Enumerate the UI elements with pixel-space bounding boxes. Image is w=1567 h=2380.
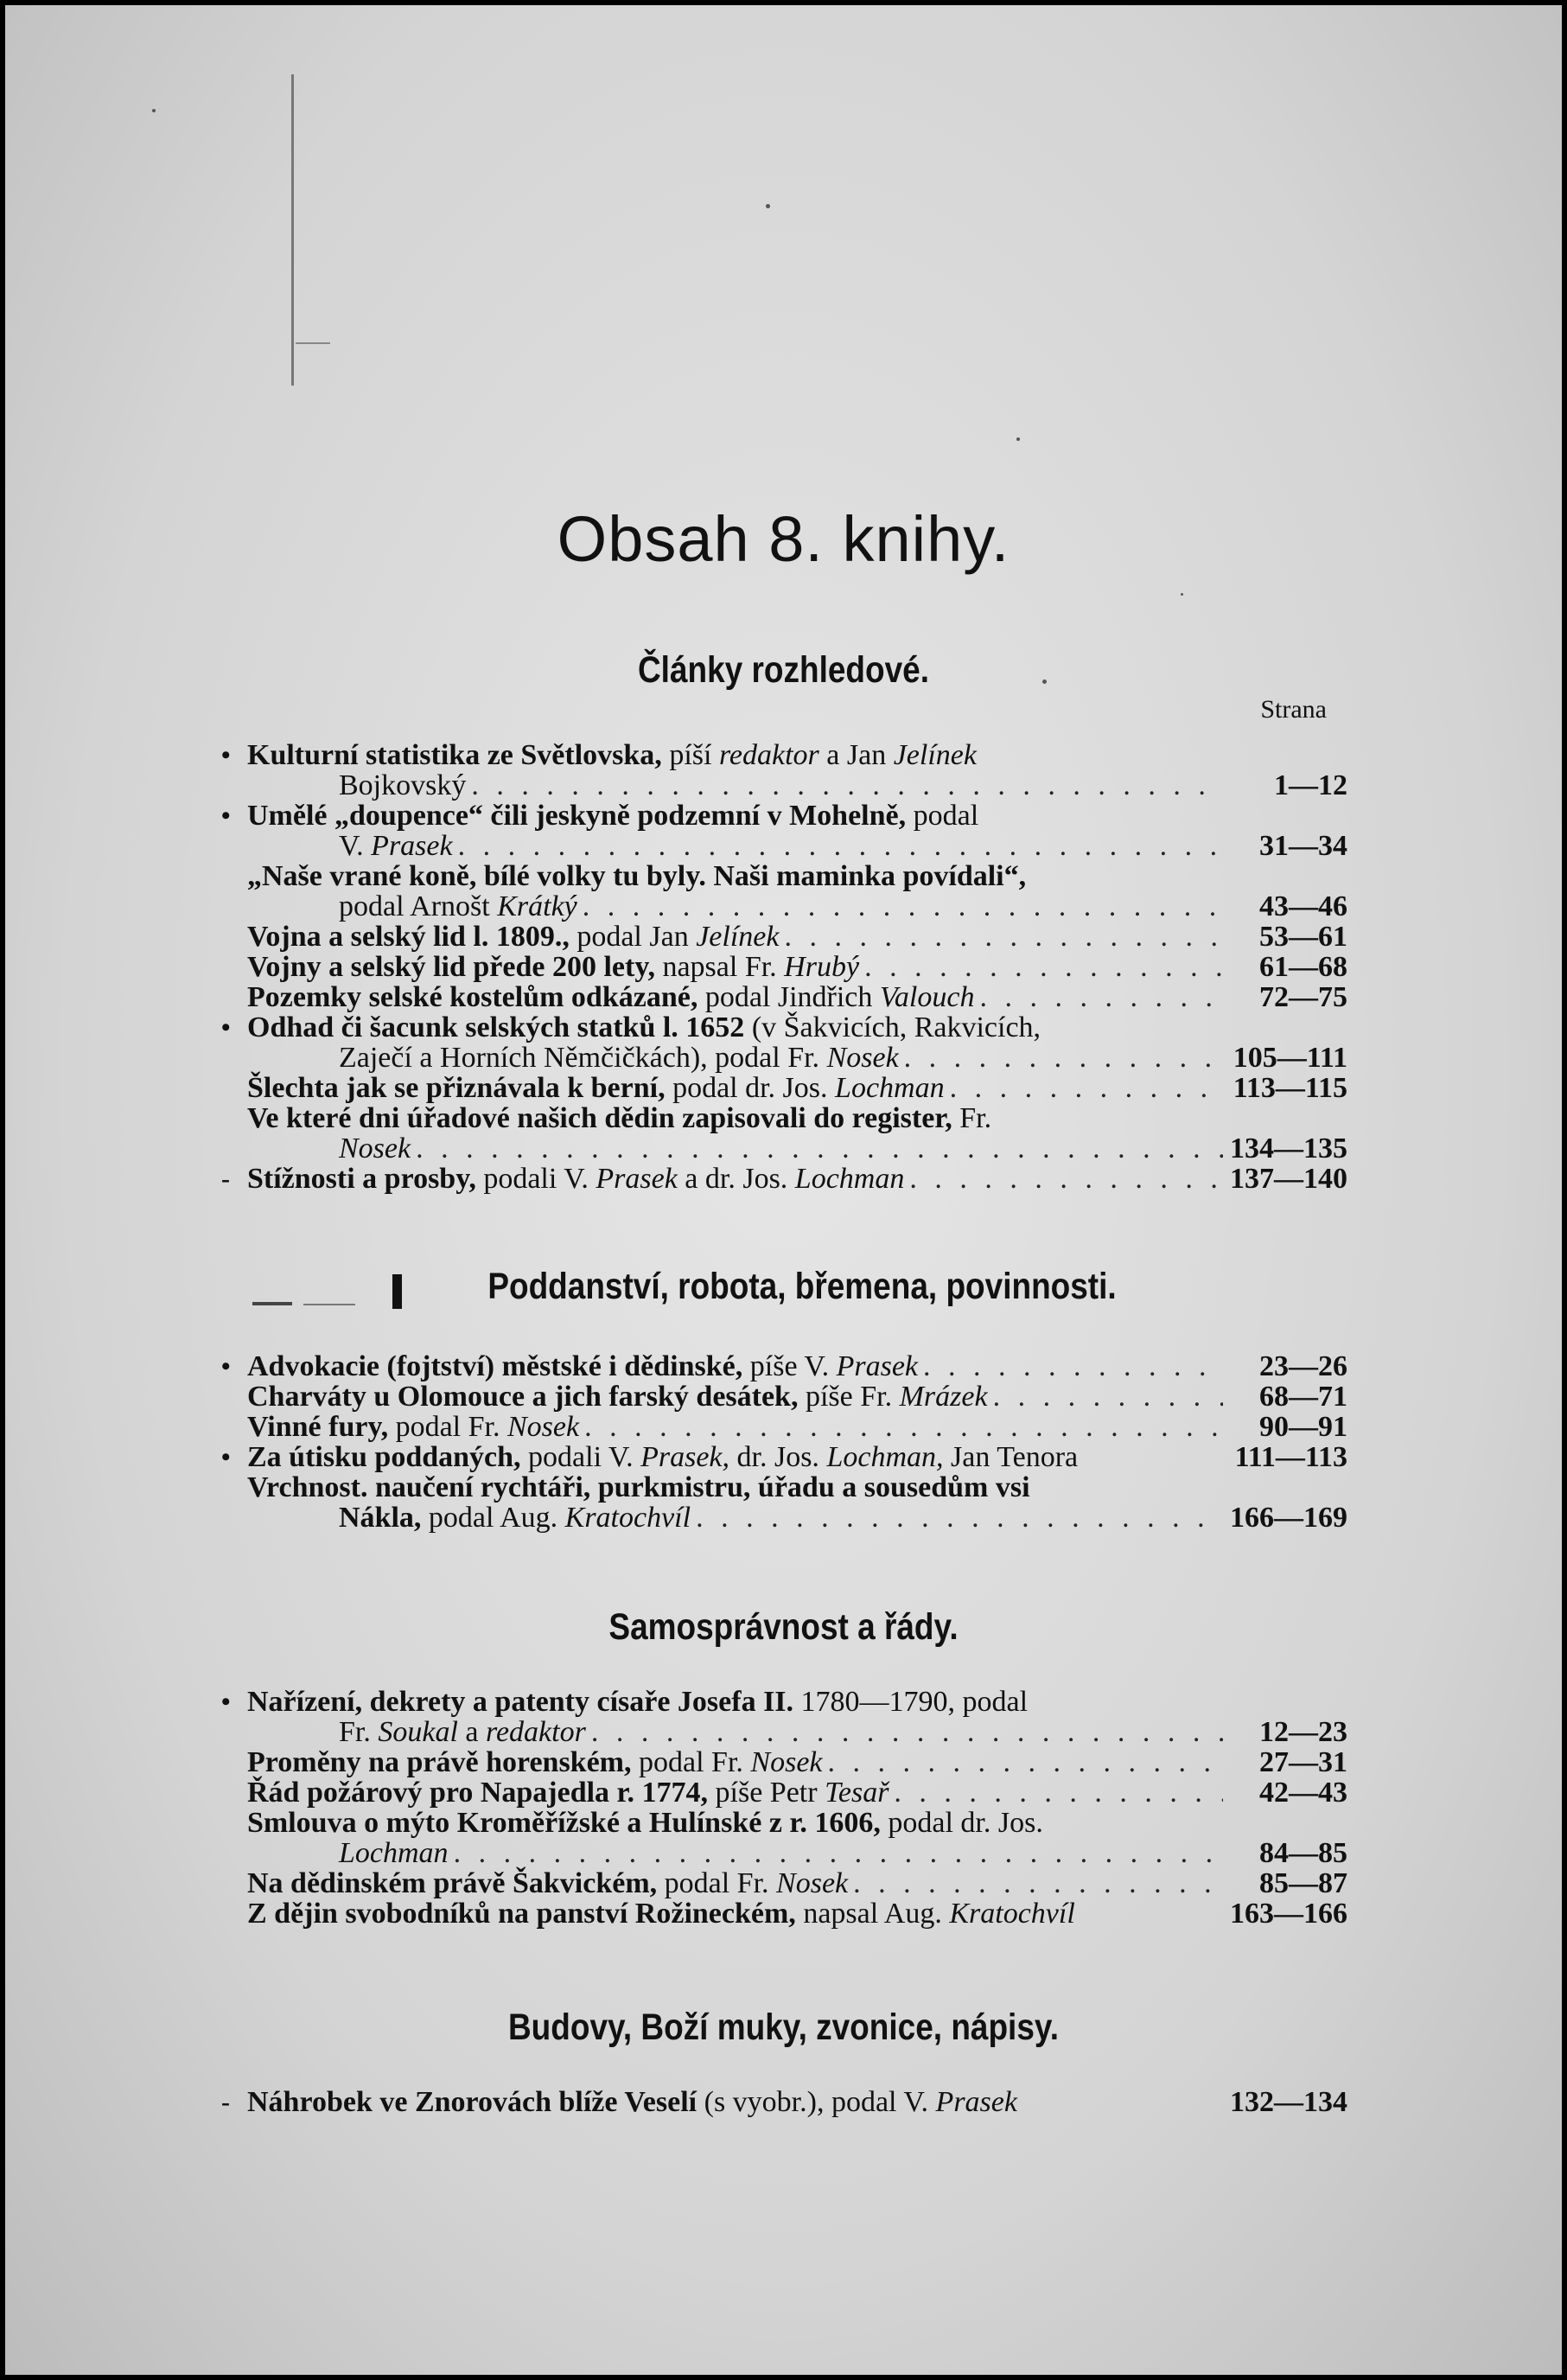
leader-dots bbox=[784, 922, 1223, 952]
leader-dots bbox=[454, 1838, 1223, 1868]
paper-speck bbox=[1016, 437, 1020, 441]
scanned-page bbox=[5, 5, 1562, 2375]
page-range: 163—166 bbox=[1230, 1898, 1347, 1930]
page-range: 111—113 bbox=[1234, 1441, 1347, 1473]
section-heading-clanky: Články rozhledové. bbox=[637, 649, 930, 691]
strana-label: Strana bbox=[1260, 695, 1327, 724]
leader-dots bbox=[979, 982, 1223, 1012]
toc-entry: Pozemky selské kostelům odkázané, podal Jindřich Valouch . . . 72—75 bbox=[247, 982, 1347, 1012]
page-range: 84—85 bbox=[1259, 1837, 1347, 1869]
margin-dot: - bbox=[221, 1164, 230, 1193]
margin-dot: • bbox=[221, 1013, 231, 1042]
margin-dot: • bbox=[221, 801, 231, 830]
leader-dots bbox=[864, 952, 1223, 982]
leader-dots bbox=[950, 1073, 1223, 1103]
toc-entry: - Stížnosti a prosby, podali V. Prasek a dr. Jos. Lochman . . . 137—140 bbox=[247, 1164, 1347, 1194]
margin-pencil-tick bbox=[296, 342, 330, 344]
toc-entry: • Za útisku poddaných, podali V. Prasek, dr. Jos. Lochman, Jan Tenora 111—113 bbox=[221, 1441, 1347, 1473]
margin-dot: • bbox=[221, 1443, 231, 1471]
toc-entry: Šlechta jak se přiznávala k berní, podal dr. Jos. Lochman . . . 113—115 bbox=[247, 1073, 1347, 1103]
toc-entry: Řád požárový pro Napajedla r. 1774, píše Petr Tesař . . . 42—43 bbox=[247, 1777, 1347, 1808]
page-range: 134—135 bbox=[1230, 1133, 1347, 1164]
toc-entry: • Kulturní statistika ze Světlovska, píší redaktor a Jan Jelínek Bojkovský . . . 1—12 bbox=[247, 740, 1347, 801]
section-list-samospravnost bbox=[221, 1686, 1347, 1930]
toc-entry: • Advokacie (fojtství) městské i dědinské, píše V. Prasek . . . 23—26 bbox=[247, 1351, 1347, 1381]
leader-dots bbox=[458, 831, 1223, 861]
leader-dots bbox=[416, 1133, 1223, 1164]
section-heading-poddanstvi: Poddanství, robota, břemena, povinnosti. bbox=[487, 1266, 1117, 1307]
toc-entry: Ve které dni úřadové našich dědin zapisovali do register, Fr. Nosek . . . 134—135 bbox=[247, 1103, 1347, 1164]
leader-dots bbox=[591, 1717, 1223, 1747]
margin-dot: • bbox=[221, 741, 231, 769]
margin-dot: - bbox=[221, 2088, 230, 2116]
toc-entry: • Umělé „doupence“ čili jeskyně podzemní v Mohelně, podal V. Prasek . . . 31—34 bbox=[247, 801, 1347, 861]
margin-pencil-line bbox=[291, 74, 294, 386]
page-range: 113—115 bbox=[1233, 1072, 1347, 1104]
toc-entry: Vrchnost. naučení rychtáři, purkmistru, úřadu a sousedům vsi Nákla, podal Aug. Kratochvíl . . . 166—169 bbox=[247, 1472, 1347, 1533]
paper-speck bbox=[152, 109, 156, 112]
leader-dots bbox=[894, 1777, 1223, 1808]
toc-entry: • Nařízení, dekrety a patenty císaře Josefa II. 1780—1790, podal Fr. Soukal a redaktor . . . 12—23 bbox=[247, 1687, 1347, 1747]
toc-entry: Vojna a selský lid l. 1809., podal Jan Jelínek . . . 53—61 bbox=[247, 922, 1347, 952]
leader-dots bbox=[696, 1503, 1223, 1533]
page-range: 137—140 bbox=[1230, 1163, 1347, 1195]
leader-dots bbox=[853, 1868, 1223, 1898]
page-range: 12—23 bbox=[1259, 1716, 1347, 1748]
leader-dots bbox=[904, 1043, 1223, 1073]
page-range: 61—68 bbox=[1259, 951, 1347, 983]
toc-entry: Z dějin svobodníků na panství Rožineckém, napsal Aug. Kratochvíl 163—166 bbox=[247, 1898, 1347, 1930]
leader-dots bbox=[583, 891, 1223, 922]
page-range: 85—87 bbox=[1259, 1867, 1347, 1899]
page-range: 31—34 bbox=[1259, 830, 1347, 862]
page-range: 105—111 bbox=[1233, 1042, 1347, 1074]
leader-dots bbox=[584, 1412, 1223, 1442]
toc-entry: Charváty u Olomouce a jich farský desátek, píše Fr. Mrázek . . . 68—71 bbox=[247, 1381, 1347, 1412]
page-range: 53—61 bbox=[1259, 921, 1347, 953]
toc-entry: Smlouva o mýto Kroměřížské a Hulínské z r. 1606, podal dr. Jos. Lochman . . . 84—85 bbox=[247, 1808, 1347, 1868]
page-range: 43—46 bbox=[1259, 890, 1347, 922]
leader-dots bbox=[909, 1164, 1223, 1194]
toc-entry: Vinné fury, podal Fr. Nosek . . . 90—91 bbox=[247, 1412, 1347, 1442]
paper-speck bbox=[766, 204, 770, 208]
toc-entry: - Náhrobek ve Znorovách blíže Veselí (s vyobr.), podal V. Prasek 132—134 bbox=[221, 2086, 1347, 2118]
page-range: 42—43 bbox=[1259, 1777, 1347, 1809]
page-range: 132—134 bbox=[1230, 2086, 1347, 2118]
toc-entry: Na dědinském právě Šakvickém, podal Fr. Nosek . . . 85—87 bbox=[247, 1868, 1347, 1898]
page-range: 72—75 bbox=[1259, 981, 1347, 1013]
leader-dots bbox=[923, 1351, 1223, 1381]
section-heading-samospravnost: Samosprávnost a řády. bbox=[608, 1606, 959, 1648]
section-list-poddanstvi bbox=[221, 1350, 1347, 1534]
section-list-budovy bbox=[221, 2086, 1347, 2118]
page-title: Obsah 8. knihy. bbox=[557, 503, 1010, 575]
section-heading-budovy: Budovy, Boží muky, zvonice, nápisy. bbox=[507, 2007, 1060, 2048]
leader-dots bbox=[993, 1381, 1223, 1412]
toc-entry: • Odhad či šacunk selských statků l. 1652 (v Šakvicích, Rakvicích, Zaječí a Horních Němčičkách), podal Fr. Nosek . . . 105—111 bbox=[247, 1012, 1347, 1073]
leader-dots bbox=[828, 1747, 1223, 1777]
page-range: 1—12 bbox=[1274, 769, 1347, 801]
page-range: 166—169 bbox=[1230, 1502, 1347, 1534]
toc-entry: Vojny a selský lid přede 200 lety, napsal Fr. Hrubý . . . 61—68 bbox=[247, 952, 1347, 982]
page-range: 68—71 bbox=[1259, 1381, 1347, 1413]
leader-dots bbox=[471, 770, 1223, 801]
page-range: 90—91 bbox=[1259, 1411, 1347, 1443]
margin-dot: • bbox=[221, 1352, 231, 1381]
section-list-clanky bbox=[221, 739, 1347, 1195]
toc-entry: „Naše vrané koně, bílé volky tu byly. Naši maminka povídali“, podal Arnošt Krátký . . . 43—46 bbox=[247, 861, 1347, 922]
margin-dot: • bbox=[221, 1688, 231, 1716]
toc-entry: Proměny na právě horenském, podal Fr. Nosek . . . 27—31 bbox=[247, 1747, 1347, 1777]
page-range: 23—26 bbox=[1259, 1350, 1347, 1382]
page-range: 27—31 bbox=[1259, 1746, 1347, 1778]
paper-speck bbox=[1181, 593, 1183, 596]
